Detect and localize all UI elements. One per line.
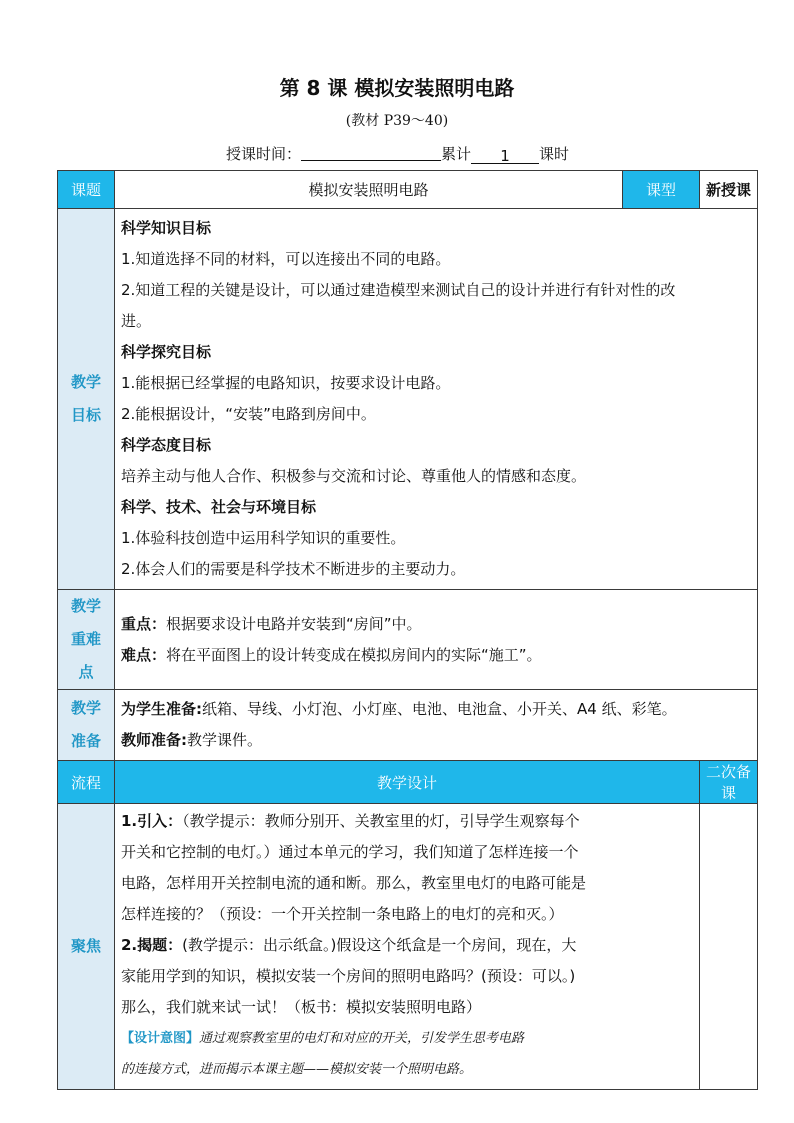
type-value: 新授课 [700, 171, 758, 209]
intro-line-1: （教学提示：教师分别开、关教室里的灯，引导学生观察每个 [182, 812, 580, 830]
reveal-line-3: 那么，我们就来试一试！（板书：模拟安装照明电路） [121, 998, 482, 1016]
cumulative-label: 累计 [441, 145, 472, 163]
teacher-prep-text: 教学课件。 [187, 731, 263, 749]
attitude-goal-title: 科学态度目标 [121, 436, 212, 454]
lesson-plan-table [57, 170, 758, 1090]
knowledge-goal-2a: 2.知道工程的关键是设计，可以通过建造模型来测试自己的设计并进行有针对性的改 [121, 281, 676, 299]
flow-header: 流程 [58, 761, 115, 804]
intro-label: 1.引入： [121, 812, 183, 830]
focus-text: 根据要求设计电路并安装到“房间”中。 [166, 614, 422, 633]
focus-stage-content [115, 804, 700, 1090]
flow-header-row [58, 761, 758, 804]
design-header: 教学设计 [115, 761, 700, 804]
focus-label: 重点： [121, 614, 167, 633]
stse-goal-title: 科学、技术、社会与环境目标 [121, 498, 317, 516]
inquiry-goal-2: 2.能根据设计，“安装”电路到房间中。 [121, 405, 376, 423]
reveal-label: 2.揭题： [121, 936, 183, 954]
design-intent-line-1: 通过观察教室里的电灯和对应的开关，引发学生思考电路 [199, 1031, 525, 1046]
difficulty-text: 将在平面图上的设计转变成在模拟房间内的实际“施工”。 [166, 645, 542, 664]
time-blank [301, 144, 441, 161]
stse-goal-1: 1.体验科技创造中运用科学知识的重要性。 [121, 529, 406, 547]
intro-line-4: 怎样连接的？（预设：一个开关控制一条电路上的电灯的亮和灭。） [121, 905, 564, 923]
intro-line-2: 开关和它控制的电灯。）通过本单元的学习，我们知道了怎样连接一个 [121, 843, 579, 861]
goals-content [115, 209, 758, 590]
preparation-content [115, 690, 758, 761]
lesson-title: 第 8 课 模拟安装照明电路 [279, 76, 515, 100]
knowledge-goal-1: 1.知道选择不同的材料，可以连接出不同的电路。 [121, 250, 451, 268]
second-prep-cell [700, 804, 758, 1090]
teacher-prep-label: 教师准备: [121, 731, 187, 749]
student-prep-text: 纸箱、导线、小灯泡、小灯座、电池、电池盒、小开关、A4 纸、彩笔。 [202, 700, 677, 718]
focus-stage-label: 聚焦 [58, 804, 115, 1090]
knowledge-goal-2b: 进。 [121, 312, 152, 330]
second-prep-header: 二次备课 [700, 761, 758, 804]
time-label: 授课时间： [226, 145, 302, 163]
key-points-row [58, 590, 758, 690]
knowledge-goal-title: 科学知识目标 [121, 219, 212, 237]
student-prep-label: 为学生准备: [121, 700, 202, 718]
lesson-time-line [226, 143, 569, 164]
topic-value: 模拟安装照明电路 [115, 171, 623, 209]
goals-label: 教学 目标 [58, 209, 115, 590]
goals-row [58, 209, 758, 590]
textbook-pages: (教材 P39～40) [345, 113, 449, 129]
preparation-row [58, 690, 758, 761]
topic-label: 课题 [58, 171, 115, 209]
key-points-label: 教学 重难 点 [58, 590, 115, 690]
inquiry-goal-title: 科学探究目标 [121, 343, 212, 361]
stse-goal-2: 2.体会人们的需要是科学技术不断进步的主要动力。 [121, 560, 466, 578]
inquiry-goal-1: 1.能根据已经掌握的电路知识，按要求设计电路。 [121, 374, 451, 392]
reveal-line-1: (教学提示：出示纸盒。)假设这个纸盒是一个房间，现在，大 [182, 936, 577, 954]
intro-line-3: 电路，怎样用开关控制电流的通和断。那么，教室里电灯的电路可能是 [121, 874, 587, 892]
difficulty-label: 难点： [121, 645, 167, 664]
key-points-content [115, 590, 758, 690]
hours-label: 课时 [539, 145, 570, 163]
design-intent-line-2: 的连接方式，进而揭示本课主题——模拟安装一个照明电路。 [121, 1062, 473, 1077]
design-intent-label: 【设计意图】 [121, 1031, 200, 1046]
reveal-line-2: 家能用学到的知识，模拟安装一个房间的照明电路吗？(预设：可以。) [121, 967, 576, 985]
cumulative-value: 1 [471, 147, 539, 164]
type-label: 课型 [623, 171, 700, 209]
topic-row [58, 171, 758, 209]
preparation-label: 教学 准备 [58, 690, 115, 761]
attitude-goal-1: 培养主动与他人合作、积极参与交流和讨论、尊重他人的情感和态度。 [121, 467, 587, 485]
focus-stage-row [58, 804, 758, 1090]
